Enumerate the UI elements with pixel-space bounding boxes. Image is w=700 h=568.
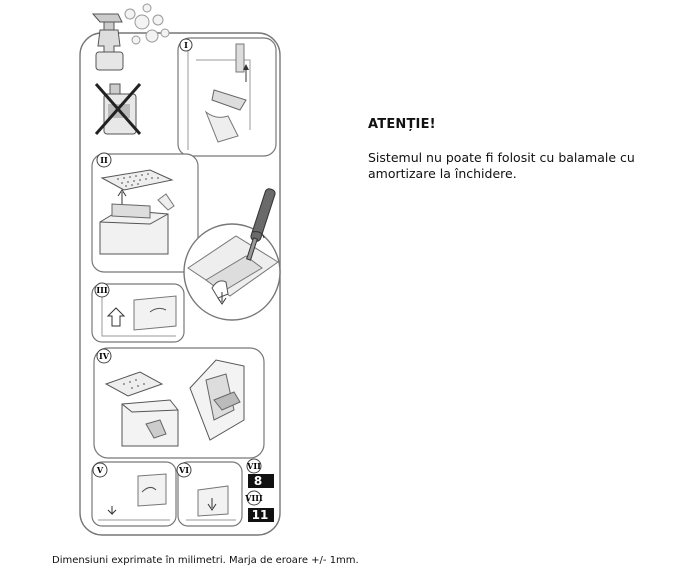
- step-i-label: I: [184, 40, 188, 50]
- step-iv-label: IV: [99, 351, 109, 361]
- step-iii-panel: [92, 283, 184, 342]
- step-ii-panel: [92, 153, 198, 272]
- step-vii-label: VII: [247, 461, 261, 471]
- step-vi-label: VI: [179, 465, 189, 475]
- step-iii-label: III: [96, 285, 108, 295]
- step-viii-value: 11: [251, 508, 269, 522]
- dimensions-footnote: Dimensiuni exprimate în milimetri. Marja de eroare +/- 1mm.: [52, 555, 359, 566]
- step-vii-value: 8: [253, 474, 263, 488]
- step-vi-panel: [177, 462, 242, 526]
- step-i-panel: [178, 38, 276, 156]
- spray-bottle-icon: [93, 4, 169, 70]
- step-iv-panel: [94, 348, 264, 458]
- warning-body: Sistemul nu poate fi folosit cu balamale cu amortizare la închidere.: [368, 150, 635, 181]
- installation-instructions-illustration: [0, 0, 300, 548]
- step-v-label: V: [96, 465, 104, 475]
- step-viii-badge: [244, 491, 274, 522]
- warning-notice: [368, 117, 668, 182]
- step-viii-label: VIII: [245, 493, 263, 503]
- warning-title: ATENȚIE!: [368, 117, 436, 132]
- step-ii-label: II: [100, 155, 108, 165]
- step-v-panel: [92, 462, 176, 526]
- crossed-out-bottle-icon: [96, 84, 140, 134]
- step-vii-badge: [246, 459, 274, 488]
